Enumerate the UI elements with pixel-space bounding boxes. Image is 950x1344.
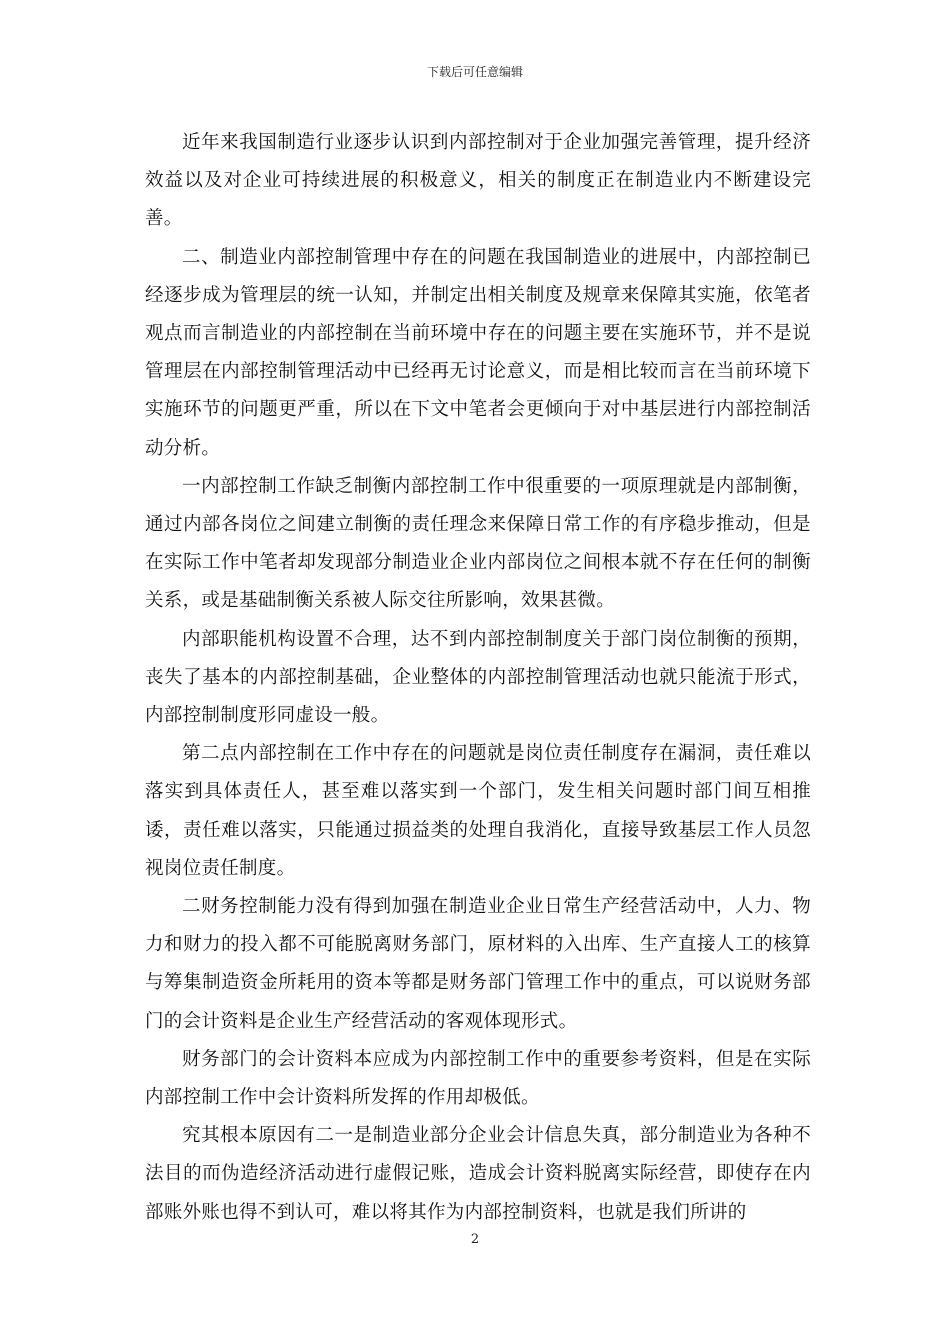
paragraph-7: 财务部门的会计资料本应成为内部控制工作中的重要参考资料，但是在实际内部控制工作中会计资料所发挥的作用却极低。: [145, 1048, 811, 1109]
paragraph-8: 究其根本原因有二一是制造业部分企业会计信息失真，部分制造业为各种不法目的而伪造经济活动进行虚假记账，造成会计资料脱离实际经营，即使存在内部账外账也得不到认可，难以将其作为内部控制资料，也就是我们所讲的: [145, 1125, 811, 1223]
page-number: 2: [470, 1232, 480, 1247]
page-header: 下载后可任意编辑: [426, 65, 523, 79]
document-body: [145, 124, 811, 1232]
paragraph-3: 一内部控制工作缺乏制衡内部控制工作中很重要的一项原理就是内部制衡，通过内部各岗位之间建立制衡的责任理念来保障日常工作的有序稳步推动，但是在实际工作中笔者却发现部分制造业企业内部岗位之间根本就不存在任何的制衡关系，或是基础制衡关系被人际交往所影响，效果甚微。: [145, 475, 811, 612]
paragraph-1: 近年来我国制造行业逐步认识到内部控制对于企业加强完善管理，提升经济效益以及对企业可持续进展的积极意义，相关的制度正在制造业内不断建设完善。: [145, 132, 811, 230]
paragraph-6: 二财务控制能力没有得到加强在制造业企业日常生产经营活动中，人力、物力和财力的投入都不可能脱离财务部门，原材料的入出库、生产直接人工的核算与筹集制造资金所耗用的资本等都是财务部门管理工作中的重点，可以说财务部门的会计资料是企业生产经营活动的客观体现形式。: [145, 896, 811, 1032]
paragraph-4: 内部职能机构设置不合理，达不到内部控制制度关于部门岗位制衡的预期，丧失了基本的内部控制基础，企业整体的内部控制管理活动也就只能流于形式，内部控制制度形同虚设一般。: [145, 628, 811, 727]
paragraph-2: 二、制造业内部控制管理中存在的问题在我国制造业的进展中，内部控制已经逐步成为管理层的统一认知，并制定出相关制度及规章来保障其实施，依笔者观点而言制造业的内部控制在当前环境中存在的问题主要在实施环节，并不是说管理层在内部控制管理活动中已经再无讨论意义，而是相比较而言在当前环境下实施环节的问题更严重，所以在下文中笔者会更倾向于对中基层进行内部控制活动分析。: [145, 246, 811, 459]
paragraph-5: 第二点内部控制在工作中存在的问题就是岗位责任制度存在漏洞，责任难以落实到具体责任人，甚至难以落实到一个部门，发生相关问题时部门间互相推诿，责任难以落实，只能通过损益类的处理自我消化，直接导致基层工作人员忽视岗位责任制度。: [145, 743, 811, 879]
